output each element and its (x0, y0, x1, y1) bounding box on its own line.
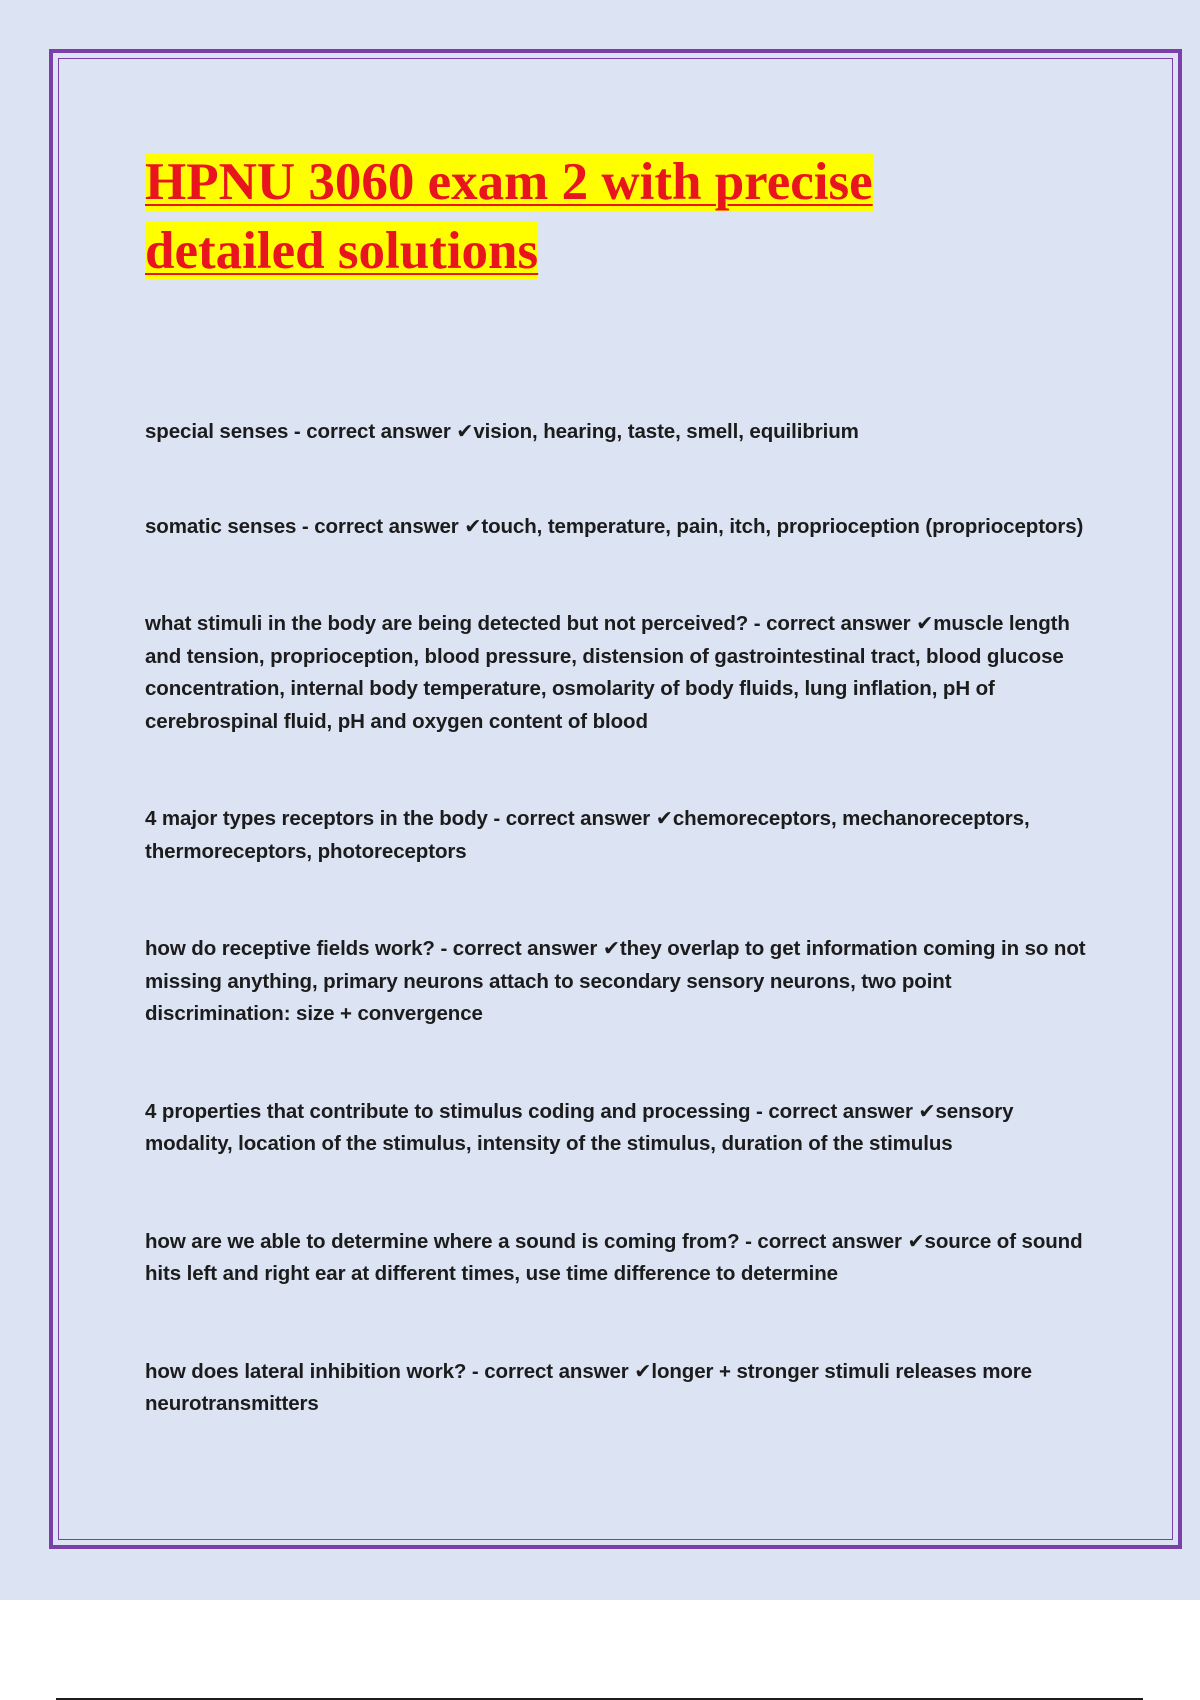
qa-item-special-senses: special senses - correct answer ✔vision, hearing, taste, smell, equilibrium (145, 420, 859, 443)
document-title-text: HPNU 3060 exam 2 with precise detailed solutions (145, 153, 873, 280)
document-title (145, 148, 965, 286)
qa-item-receptive-fields: how do receptive fields work? - correct answer ✔they overlap to get information coming in so not missing anything, primary neurons attach to secondary sensory neurons, two point discrimination: size + convergence (145, 937, 1086, 1025)
qa-item-lateral-inhibition: how does lateral inhibition work? - correct answer ✔longer + stronger stimuli releases more neurotransmitters (145, 1359, 1032, 1415)
qa-item-stimuli-not-perceived: what stimuli in the body are being detected but not perceived? - correct answer ✔muscle length and tension, proprioception, blood pressure, distension of gastrointestinal tract, blood glucose concentration, internal body temperature, osmolarity of body fluids, lung inflation, pH of cerebrospinal fluid, pH and oxygen content of blood (145, 612, 1070, 733)
qa-item-sound-location: how are we able to determine where a sound is coming from? - correct answer ✔source of sound hits left and right ear at different times, use time difference to determine (145, 1229, 1083, 1285)
qa-item-receptor-types: 4 major types receptors in the body - correct answer ✔chemoreceptors, mechanoreceptors, thermoreceptors, photoreceptors (145, 807, 1030, 863)
document-content (145, 148, 1095, 1421)
qa-item-stimulus-coding: 4 properties that contribute to stimulus coding and processing - correct answer ✔sensory modality, location of the stimulus, intensity of the stimulus, duration of the stimulus (145, 1099, 1014, 1155)
qa-item-somatic-senses: somatic senses - correct answer ✔touch, temperature, pain, itch, proprioception (proprioceptors) (145, 514, 1084, 538)
qa-list (145, 416, 1095, 1421)
